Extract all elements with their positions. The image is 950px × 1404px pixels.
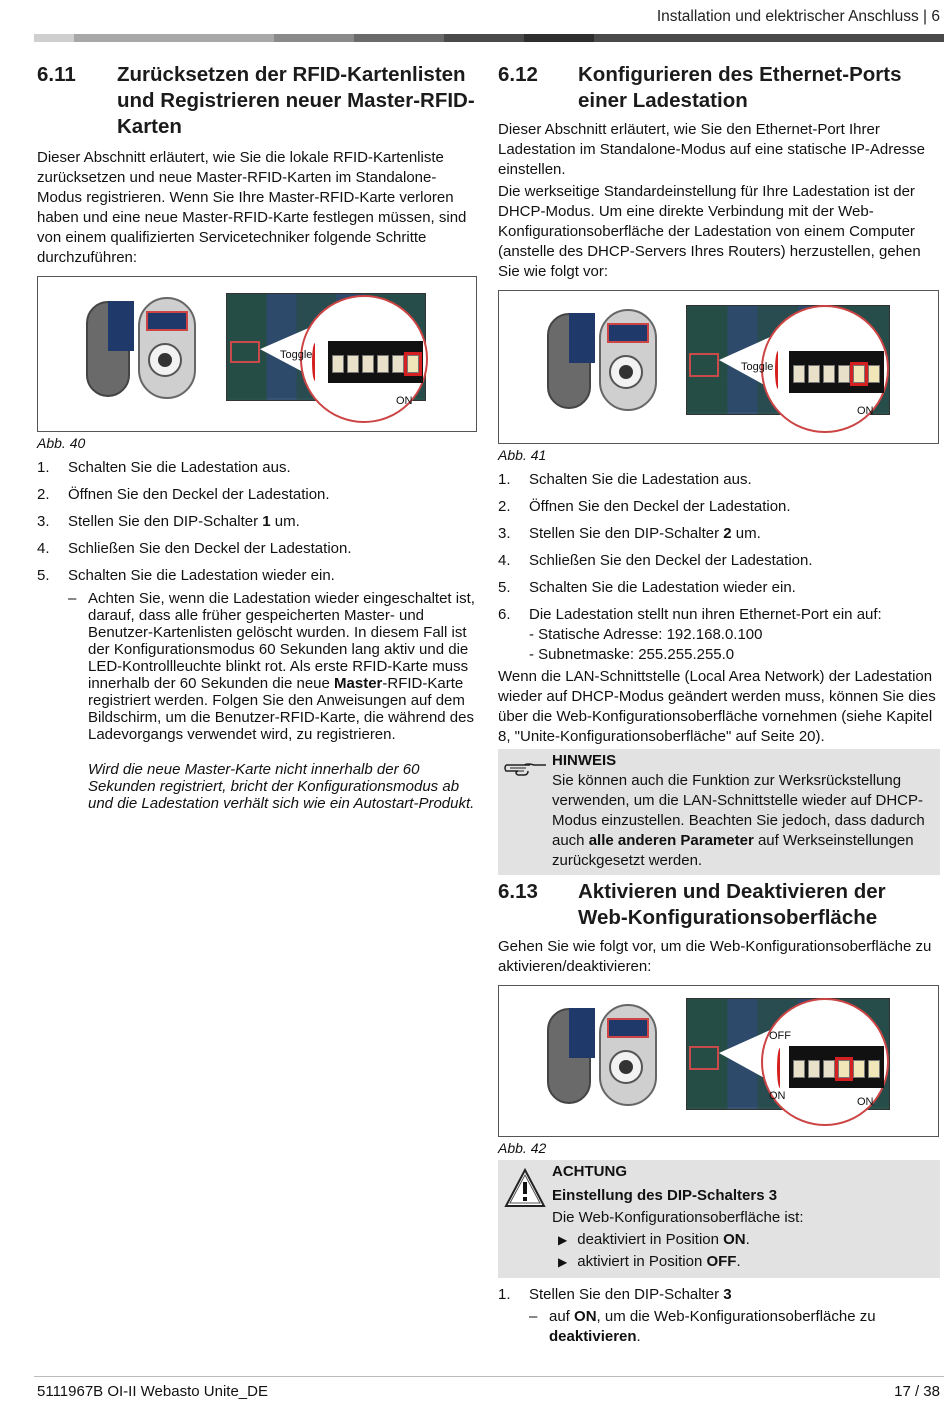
footer-document-id: 5111967B OI-II Webasto Unite_DE <box>37 1383 268 1400</box>
step-text <box>529 524 940 544</box>
note-text-part: auf Werkseinstellungen zurückgesetzt werden. <box>552 832 914 869</box>
dip-switch <box>853 1060 865 1078</box>
step-text-part: Stellen Sie den DIP-Schalter <box>68 513 263 530</box>
achtung-warning <box>498 1160 940 1278</box>
step-text <box>529 578 940 598</box>
dip-switch-block <box>789 1046 884 1088</box>
step-text-part: um. <box>270 513 300 530</box>
warning-icon <box>504 1168 546 1208</box>
running-header: Installation und elektrischer Anschluss | 6 <box>656 8 940 25</box>
toggle-label: Toggle <box>280 349 313 361</box>
off-label: OFF <box>769 1030 791 1042</box>
steps-list-6-13 <box>498 1285 940 1305</box>
step-number: 2. <box>498 498 511 515</box>
arrow-icon: ▶ <box>558 1233 568 1247</box>
step-number: 6. <box>498 606 511 623</box>
list-item <box>498 524 940 544</box>
section-6-12-p3: Wenn die LAN-Schnittstelle (Local Area Network) der Ladestation wieder auf DHCP-Modus geändert werden muss, können Sie dies über die Web-Konfigurationsoberfläche vornehmen (siehe Kapitel 8, "Unite-Konfigurationsoberfläche" auf Seite 20). <box>498 668 936 745</box>
step-number: 5. <box>498 579 511 596</box>
section-number: 6.11 <box>37 63 76 86</box>
dip-switch <box>823 365 835 383</box>
subnet-mask: - Subnetmaske: 255.255.255.0 <box>529 646 735 663</box>
step-text <box>529 470 940 490</box>
step-text-part: Schließen Sie den Deckel der Ladestation. <box>529 552 813 569</box>
detail-text: . <box>636 1328 641 1345</box>
note-text-part: Achten Sie, wenn die Ladestation wieder eingeschaltet ist, darauf, dass alle früher gespeicherten Master- und Benutzer-Kartenlisten gelöscht wurden. In diesem Fall ist der Konfigurationsmodus 60 Sekunden lang aktiv und die LED-Kontrollleuchte blinkt rot. Als erste RFID-Karte muss innerhalb der 60 Sekunden die neue <box>88 590 475 692</box>
step-text: Stellen Sie den DIP-Schalter <box>529 1286 724 1303</box>
dip-switch-2-highlighted <box>853 365 865 383</box>
note-title: HINWEIS <box>552 752 617 769</box>
step-number: 3. <box>498 525 511 542</box>
step-text-part: Öffnen Sie den Deckel der Ladestation. <box>68 486 330 503</box>
on-label: ON <box>396 395 413 407</box>
step-number: 5. <box>37 567 50 584</box>
dip-switch <box>793 1060 805 1078</box>
list-item <box>37 539 479 559</box>
charger-illustration <box>547 1004 652 1114</box>
section-6-13-heading <box>498 879 940 931</box>
section-6-11-intro: Dieser Abschnitt erläutert, wie Sie die lokale RFID-Kartenliste zurücksetzen und neue Master-RFID-Karten im Standalone-Modus registrieren. Wenn Sie Ihre Master-RFID-Karte verloren haben und eine neue Master-RFID-Karte festlegen müssen, sind von einem qualifizierten Servicetechniker folgende Schritte durchzuführen: <box>37 149 467 266</box>
zoom-circle <box>280 295 428 423</box>
on-label: ON <box>857 405 874 417</box>
dip-switch <box>392 355 404 373</box>
step-text <box>68 539 479 559</box>
step-bold: 1 <box>262 513 271 530</box>
charger-illustration <box>547 309 652 419</box>
section-title: Konfigurieren des Ethernet-Ports einer Ladestation <box>578 63 902 112</box>
section-number: 6.13 <box>498 880 538 903</box>
step-text-part: Schließen Sie den Deckel der Ladestation. <box>68 540 352 557</box>
step-number: 1. <box>498 1286 511 1303</box>
dip-switch-block <box>328 341 423 383</box>
section-6-11-heading <box>37 62 479 140</box>
item-bold: OFF <box>706 1253 737 1270</box>
step-number: 1. <box>37 459 50 476</box>
step-text <box>529 605 940 625</box>
note-bold: Master <box>334 675 383 692</box>
right-column <box>498 62 940 1347</box>
step-number: 4. <box>498 552 511 569</box>
toggle-label: Toggle <box>741 361 774 373</box>
note-text-part: Sie können auch die Funktion zur Werksrückstellung verwenden, um die LAN-Schnittstelle wieder auf DHCP-Modus einzustellen. Beachten Sie jedoch, dass dadurch auch <box>552 772 925 849</box>
list-item <box>37 458 479 478</box>
list-item <box>37 485 479 505</box>
step-number: 4. <box>37 540 50 557</box>
step-1-detail <box>529 1307 940 1347</box>
dip-switch <box>377 355 389 373</box>
footer-rule <box>34 1376 944 1377</box>
static-address: - Statische Adresse: 192.168.0.100 <box>529 626 763 643</box>
section-6-12-p1: Dieser Abschnitt erläutert, wie Sie den Ethernet-Port Ihrer Ladestation im Standalone-Modus auf eine statische IP-Adresse einstellen. <box>498 121 925 178</box>
dip-switch-highlight <box>230 341 260 363</box>
step-text-part: um. <box>731 525 761 542</box>
list-item <box>498 578 940 598</box>
note-text-part: -RFID-Karte registriert werden. Folgen Sie den Anweisungen auf dem Bildschirm, um die Benutzer-RFID-Karte, die während des Ladevorgangs verwendet wird, zu registrieren. <box>88 675 474 743</box>
warning-title: ACHTUNG <box>552 1163 627 1180</box>
zoom-circle <box>741 305 889 433</box>
step-text-part: Schalten Sie die Ladestation wieder ein. <box>529 579 796 596</box>
section-6-12-p2: Die werkseitige Standardeinstellung für Ihre Ladestation ist der DHCP-Modus. Um eine direkte Verbindung mit der Web-Konfigurationsoberfläche der Ladestation von einem Computer (anstelle des DHCP-Servers Ihres Routers) herzustellen, gehen Sie wie folgt vor: <box>498 183 921 280</box>
list-item <box>498 1285 940 1305</box>
dip-switch <box>838 365 850 383</box>
figure-caption: Abb. 41 <box>498 447 547 463</box>
figure-40 <box>37 276 477 432</box>
detail-text: auf <box>549 1308 575 1325</box>
warning-items <box>552 1230 932 1272</box>
footer-page-number: 17 / 38 <box>894 1383 940 1400</box>
list-item <box>37 566 479 586</box>
figure-41 <box>498 290 939 444</box>
dip-switch <box>823 1060 835 1078</box>
detail-text: , um die Web-Konfigurationsoberfläche zu <box>596 1308 876 1325</box>
item-text: . <box>745 1231 750 1248</box>
section-6-13-p1: Gehen Sie wie folgt vor, um die Web-Konfigurationsoberfläche zu aktivieren/deaktivieren: <box>498 938 932 975</box>
steps-list-6-12 <box>498 470 940 625</box>
list-item <box>498 605 940 625</box>
figure-42 <box>498 985 939 1137</box>
step-text <box>529 497 940 517</box>
dip-switch-highlight <box>689 353 719 377</box>
note-body <box>552 771 932 871</box>
zoom-circle <box>761 998 889 1126</box>
section-title: Zurücksetzen der RFID-Kartenlisten und Registrieren neuer Master-RFID-Karten <box>117 63 475 138</box>
step-5-note <box>68 590 479 812</box>
list-item <box>498 470 940 490</box>
step-text-part: Schalten Sie die Ladestation aus. <box>68 459 291 476</box>
dip-switch <box>868 365 880 383</box>
step-bold: 2 <box>723 525 732 542</box>
step-number: 3. <box>37 513 50 530</box>
step-text-part: Schalten Sie die Ladestation aus. <box>529 471 752 488</box>
step-text <box>68 566 479 586</box>
on-label-left: ON <box>769 1090 786 1102</box>
step-text-part: Öffnen Sie den Deckel der Ladestation. <box>529 498 791 515</box>
step-text <box>68 485 479 505</box>
arrow-icon: ▶ <box>558 1255 568 1269</box>
detail-bold: ON <box>574 1308 597 1325</box>
figure-caption: Abb. 42 <box>498 1140 547 1156</box>
ethernet-settings <box>529 625 940 665</box>
dip-switch <box>868 1060 880 1078</box>
section-number: 6.12 <box>498 63 538 86</box>
detail-bold: deaktivieren <box>549 1328 637 1345</box>
step-text <box>68 512 479 532</box>
step-number: 2. <box>37 486 50 503</box>
step-number: 1. <box>498 471 511 488</box>
dip-switch-3-highlighted <box>838 1060 850 1078</box>
dip-switch-1-highlighted <box>407 355 419 373</box>
pointing-hand-icon <box>504 757 548 779</box>
list-item <box>498 497 940 517</box>
dip-switch-highlight <box>689 1046 719 1070</box>
charger-illustration <box>86 297 191 407</box>
step-text <box>68 458 479 478</box>
dip-switch <box>347 355 359 373</box>
left-column <box>37 62 479 812</box>
list-item <box>37 512 479 532</box>
warning-subtitle: Einstellung des DIP-Schalters 3 <box>552 1187 778 1204</box>
hinweis-note <box>498 749 940 875</box>
list-item <box>498 551 940 571</box>
dip-switch <box>808 365 820 383</box>
step-text-part: Die Ladestation stellt nun ihren Ethernet-Port ein auf: <box>529 606 882 623</box>
note-italic: Wird die neue Master-Karte nicht innerhalb der 60 Sekunden registriert, bricht der Konfigurationsmodus ab und die Ladestation verhält sich wie ein Autostart-Produkt. <box>88 761 475 812</box>
step-text <box>529 551 940 571</box>
dip-switch <box>808 1060 820 1078</box>
section-title: Aktivieren und Deaktivieren der Web-Konfigurationsoberfläche <box>578 880 886 929</box>
dip-switch-block <box>789 351 884 393</box>
dip-switch <box>332 355 344 373</box>
warning-list-item <box>552 1252 932 1272</box>
on-label-right: ON <box>857 1096 874 1108</box>
section-6-12-heading <box>498 62 940 114</box>
header-color-bar <box>34 34 944 42</box>
dash: – <box>529 1308 538 1325</box>
item-text: aktiviert in Position <box>577 1253 707 1270</box>
item-bold: ON <box>723 1231 746 1248</box>
step-bold: 3 <box>723 1286 732 1303</box>
dip-switch <box>362 355 374 373</box>
dip-switch <box>793 365 805 383</box>
warning-text: Die Web-Konfigurationsoberfläche ist: <box>552 1209 804 1226</box>
note-bold: alle anderen Parameter <box>588 832 754 849</box>
item-text: deaktiviert in Position <box>577 1231 724 1248</box>
steps-list-6-11 <box>37 458 479 586</box>
dash: – <box>68 590 77 607</box>
warning-list-item <box>552 1230 932 1250</box>
step-text-part: Stellen Sie den DIP-Schalter <box>529 525 724 542</box>
step-text-part: Schalten Sie die Ladestation wieder ein. <box>68 567 335 584</box>
item-text: . <box>736 1253 741 1270</box>
figure-caption: Abb. 40 <box>37 435 86 451</box>
